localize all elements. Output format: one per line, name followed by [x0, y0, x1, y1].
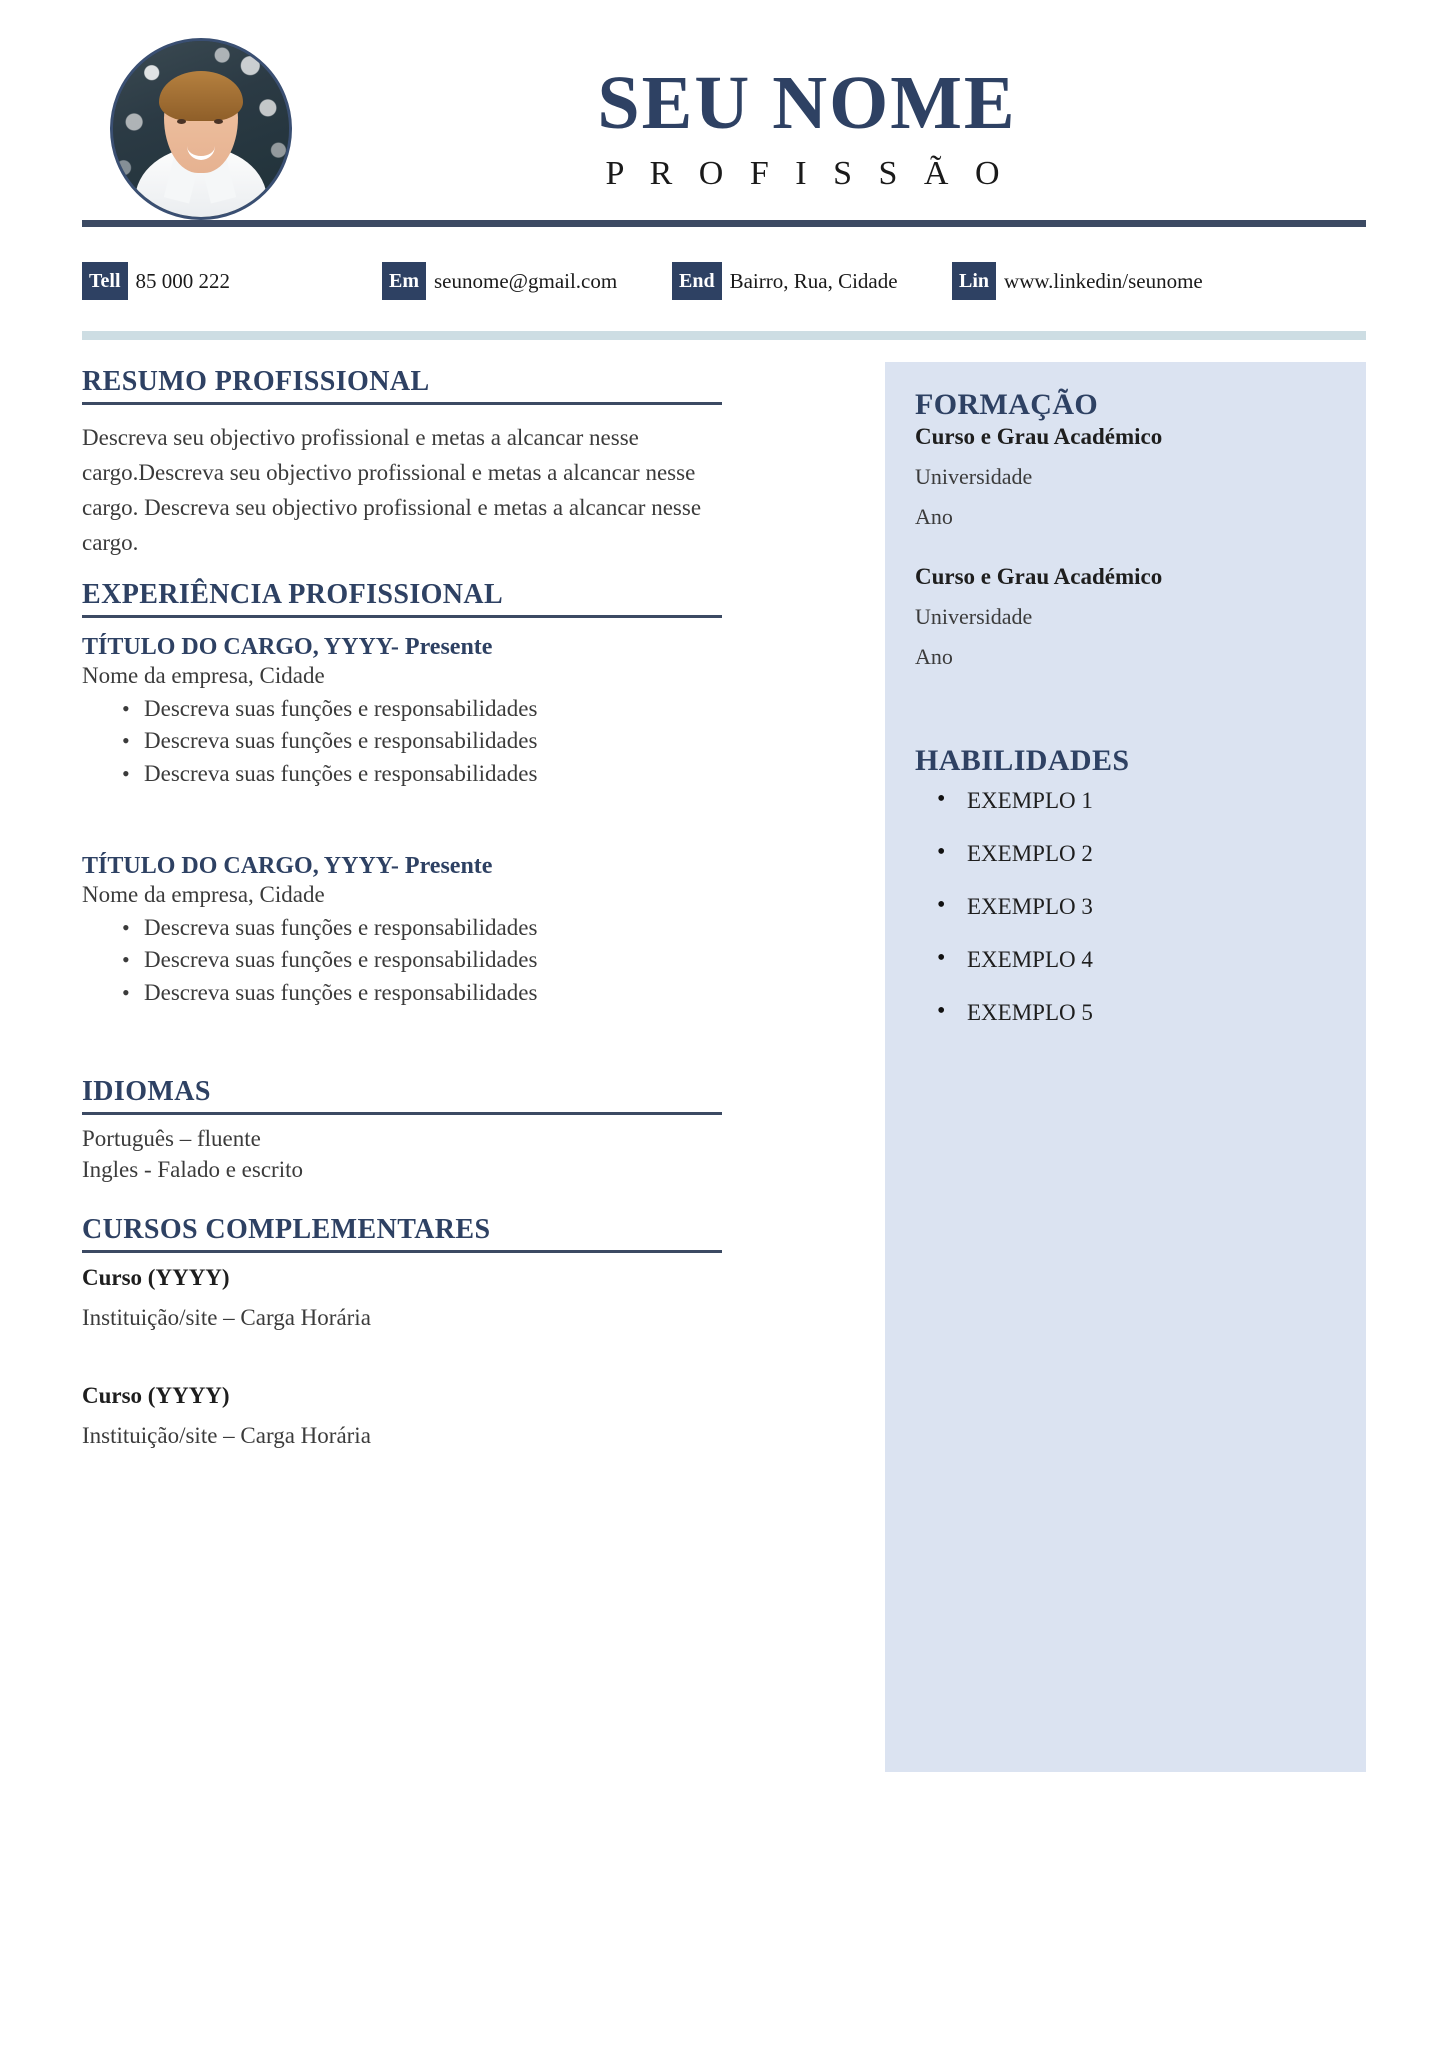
job-bullets — [82, 693, 885, 791]
section-education — [915, 388, 1366, 670]
sidebar-column — [885, 362, 1366, 1772]
content-columns — [0, 362, 1448, 1772]
skill-item: • EXEMPLO 1 — [967, 788, 1366, 814]
main-column — [0, 362, 885, 1449]
skill-item: • EXEMPLO 3 — [967, 894, 1366, 920]
job-company: Nome da empresa, Cidade — [82, 662, 325, 688]
name-block — [286, 61, 1448, 193]
skills-title: HABILIDADES — [915, 744, 1130, 777]
profession-title: P R O F I S S Ã O — [605, 155, 1009, 192]
skill-item: • EXEMPLO 2 — [967, 841, 1366, 867]
job-bullet: • Descreva suas funções e responsabilidades — [144, 725, 885, 758]
summary-text: Descreva seu objectivo profissional e metas a alcancar nesse cargo.Descreva seu objectivo profissional e metas a alcancar nesse cargo. Descreva seu objectivo profissional e metas a alcancar nesse cargo. — [82, 425, 702, 555]
resume-header — [0, 0, 1448, 200]
course-spacer — [82, 1331, 885, 1383]
phone-tag: Tell — [82, 262, 128, 300]
course-name: Curso (YYYY) — [82, 1383, 230, 1409]
course-institution: Instituição/site – Carga Horária — [82, 1423, 371, 1449]
education-course: Curso e Grau Académico — [915, 424, 1163, 449]
education-university: Universidade — [915, 464, 1033, 489]
section-spacer — [82, 1186, 885, 1210]
linkedin-tag: Lin — [952, 262, 996, 300]
section-languages — [82, 1072, 885, 1186]
education-year: Ano — [915, 504, 953, 529]
contact-item-address[interactable] — [672, 262, 952, 300]
job-entry — [82, 853, 885, 1010]
linkedin-value: www.linkedin/seunome — [1004, 268, 1203, 293]
experience-underline — [82, 615, 722, 618]
sidebar-spacer — [915, 704, 1366, 744]
address-tag: End — [672, 262, 722, 300]
course-entry — [82, 1383, 885, 1449]
job-company: Nome da empresa, Cidade — [82, 881, 325, 907]
phone-value: 85 000 222 — [135, 268, 230, 293]
education-university: Universidade — [915, 604, 1033, 629]
job-bullets — [82, 912, 885, 1010]
languages-title: IDIOMAS — [82, 1075, 211, 1107]
language-item: Português – fluente — [82, 1125, 261, 1151]
section-skills — [915, 744, 1366, 1026]
courses-underline — [82, 1250, 722, 1253]
job-bullet: • Descreva suas funções e responsabilidades — [144, 977, 885, 1010]
course-entry — [82, 1265, 885, 1331]
languages-underline — [82, 1112, 722, 1115]
job-bullet: • Descreva suas funções e responsabilidades — [144, 912, 885, 945]
education-title: FORMAÇÃO — [915, 388, 1099, 421]
contact-divider — [82, 331, 1366, 340]
education-course: Curso e Grau Académico — [915, 564, 1163, 589]
contact-item-phone[interactable] — [82, 262, 382, 300]
job-entry — [82, 634, 885, 791]
summary-underline — [82, 402, 722, 405]
address-value: Bairro, Rua, Cidade — [729, 268, 898, 293]
avatar-eye-right — [214, 119, 223, 124]
email-value: seunome@gmail.com — [434, 268, 618, 293]
courses-title: CURSOS COMPLEMENTARES — [82, 1214, 491, 1246]
contact-bar — [82, 253, 1366, 309]
section-summary — [82, 362, 885, 561]
education-entry — [915, 424, 1366, 530]
contact-item-email[interactable] — [382, 262, 672, 300]
experience-title: EXPERIÊNCIA PROFISSIONAL — [82, 578, 504, 610]
job-spacer — [82, 801, 885, 853]
skills-list — [915, 788, 1366, 1026]
job-bullet: • Descreva suas funções e responsabilidades — [144, 758, 885, 791]
course-institution: Instituição/site – Carga Horária — [82, 1305, 371, 1331]
avatar — [110, 38, 292, 220]
skill-item: • EXEMPLO 5 — [967, 1000, 1366, 1026]
language-item: Ingles - Falado e escrito — [82, 1157, 303, 1183]
section-experience — [82, 575, 885, 1010]
avatar-container — [110, 38, 286, 220]
job-title: TÍTULO DO CARGO, YYYY- Presente — [82, 633, 493, 660]
job-bullet: • Descreva suas funções e responsabilidades — [144, 944, 885, 977]
section-courses — [82, 1210, 885, 1449]
skill-item: • EXEMPLO 4 — [967, 947, 1366, 973]
section-spacer — [82, 1020, 885, 1072]
job-bullet: • Descreva suas funções e responsabilidades — [144, 693, 885, 726]
education-entry — [915, 564, 1366, 670]
summary-title: RESUMO PROFISSIONAL — [82, 366, 430, 397]
job-title: TÍTULO DO CARGO, YYYY- Presente — [82, 852, 493, 879]
full-name: SEU NOME — [597, 61, 1017, 145]
course-name: Curso (YYYY) — [82, 1265, 230, 1291]
education-year: Ano — [915, 644, 953, 669]
contact-item-linkedin[interactable] — [952, 262, 1252, 300]
header-divider — [82, 220, 1366, 227]
email-tag: Em — [382, 262, 426, 300]
avatar-eye-left — [177, 119, 186, 124]
